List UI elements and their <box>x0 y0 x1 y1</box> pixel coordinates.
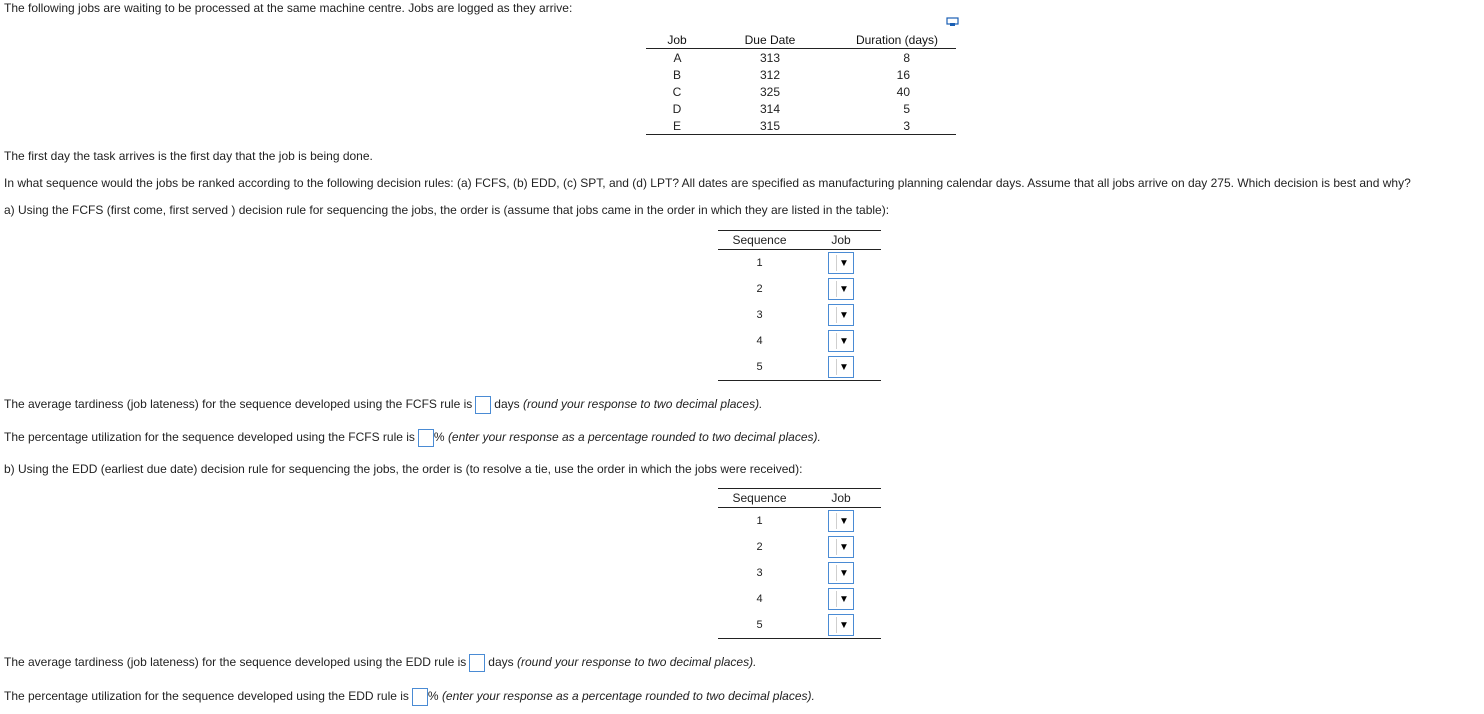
job-column-header: Job <box>801 231 881 250</box>
triangle-down-icon: ▼ <box>836 333 851 349</box>
due-date-cell: 314 <box>759 101 781 116</box>
sequence-number: 4 <box>756 335 763 347</box>
edd-tardiness-label: The average tardiness (job lateness) for the sequence developed using the EDD rule is <box>4 655 467 670</box>
sequence-number: 1 <box>756 515 763 527</box>
sequence-number: 1 <box>756 257 763 269</box>
job-select[interactable] <box>828 252 854 274</box>
fcfs-tardiness-input[interactable] <box>475 396 491 414</box>
triangle-down-icon: ▼ <box>836 565 851 581</box>
table-row <box>646 66 956 83</box>
due-date-cell: 325 <box>759 84 781 99</box>
edd-tardiness-input[interactable] <box>469 654 485 672</box>
table-row <box>718 508 881 535</box>
fcfs-tardiness-label: The average tardiness (job lateness) for the sequence developed using the FCFS rule is <box>4 397 473 412</box>
percent-unit: % <box>427 689 439 704</box>
days-unit: days <box>488 655 514 670</box>
print-icon[interactable] <box>946 17 959 27</box>
edd-tardiness-line <box>4 654 756 672</box>
intro-text: The following jobs are waiting to be processed at the same machine centre. Jobs are logged as they arrive: <box>4 1 573 15</box>
first-day-note: The first day the task arrives is the first day that the job is being done. <box>4 149 373 163</box>
question-text: In what sequence would the jobs be ranked according to the following decision rules: (a) FCFS, (b) EDD, (c) SPT, and (d) LPT? All dates are specified as manufacturing planning calendar days. Assume that all jobs arrive on day 275. Which decision is best and why? <box>4 176 1411 190</box>
table-row <box>718 328 881 354</box>
sequence-number: 3 <box>756 567 763 579</box>
table-row <box>646 100 956 117</box>
job-cell: D <box>672 101 682 116</box>
sequence-number: 5 <box>718 354 801 381</box>
job-select[interactable] <box>828 304 854 326</box>
sequence-column-header: Sequence <box>718 231 801 250</box>
table-row <box>646 83 956 100</box>
rounding-hint: (round your response to two decimal places). <box>522 397 763 412</box>
table-row <box>718 302 881 328</box>
duration-cell: 8 <box>903 50 910 65</box>
table-row <box>646 117 956 135</box>
triangle-down-icon: ▼ <box>836 617 851 633</box>
job-cell: B <box>672 67 681 82</box>
percent-unit: % <box>433 430 445 445</box>
sequence-number: 5 <box>718 612 801 639</box>
table-row <box>718 560 881 586</box>
job-select[interactable] <box>828 330 854 352</box>
job-column-header: Job <box>801 489 881 508</box>
job-select[interactable] <box>828 278 854 300</box>
job-cell: A <box>673 50 682 65</box>
edd-sequence-table <box>718 488 881 639</box>
sequence-number: 2 <box>756 283 763 295</box>
percentage-hint: (enter your response as a percentage rounded to two decimal places). <box>447 430 821 445</box>
jobs-table <box>646 31 956 135</box>
fcfs-utilization-line <box>4 429 821 447</box>
job-select[interactable] <box>828 356 854 378</box>
due-date-cell: 312 <box>759 67 781 82</box>
fcfs-sequence-table <box>718 230 881 381</box>
triangle-down-icon: ▼ <box>836 307 851 323</box>
table-row <box>718 612 881 639</box>
table-row <box>718 250 881 277</box>
job-select[interactable] <box>828 510 854 532</box>
table-row <box>718 534 881 560</box>
table-row <box>646 49 956 67</box>
job-cell: C <box>672 84 682 99</box>
days-unit: days <box>494 397 520 412</box>
triangle-down-icon: ▼ <box>836 255 851 271</box>
triangle-down-icon: ▼ <box>836 591 851 607</box>
edd-utilization-label: The percentage utilization for the sequence developed using the EDD rule is <box>4 689 409 704</box>
duration-cell: 40 <box>896 84 910 99</box>
part-b-prompt: b) Using the EDD (earliest due date) decision rule for sequencing the jobs, the order is (to resolve a tie, use the order in which the jobs were received): <box>4 462 803 476</box>
job-cell: E <box>646 117 708 135</box>
job-select[interactable] <box>828 588 854 610</box>
duration-cell: 3 <box>832 117 956 135</box>
table-row <box>718 276 881 302</box>
due-date-cell: 315 <box>708 117 832 135</box>
sequence-number: 2 <box>756 541 763 553</box>
table-row <box>718 586 881 612</box>
job-select[interactable] <box>828 614 854 636</box>
job-select[interactable] <box>828 562 854 584</box>
job-column-header: Job <box>646 31 708 49</box>
triangle-down-icon: ▼ <box>836 513 851 529</box>
duration-cell: 16 <box>896 67 910 82</box>
part-a-prompt: a) Using the FCFS (first come, first served ) decision rule for sequencing the jobs, the order is (assume that jobs came in the order in which they are listed in the table): <box>4 203 890 217</box>
percentage-hint: (enter your response as a percentage rounded to two decimal places). <box>441 689 815 704</box>
fcfs-utilization-input[interactable] <box>418 429 434 447</box>
table-row <box>718 354 881 381</box>
triangle-down-icon: ▼ <box>836 539 851 555</box>
edd-utilization-line <box>4 688 815 706</box>
fcfs-utilization-label: The percentage utilization for the sequence developed using the FCFS rule is <box>4 430 415 445</box>
duration-column-header: Duration (days) <box>832 31 956 49</box>
sequence-number: 4 <box>756 593 763 605</box>
due-date-cell: 313 <box>759 50 781 65</box>
edd-utilization-input[interactable] <box>412 688 428 706</box>
rounding-hint: (round your response to two decimal places). <box>516 655 757 670</box>
triangle-down-icon: ▼ <box>836 281 851 297</box>
due-date-column-header: Due Date <box>708 31 832 49</box>
fcfs-tardiness-line <box>4 396 762 414</box>
sequence-column-header: Sequence <box>718 489 801 508</box>
duration-cell: 5 <box>903 101 910 116</box>
triangle-down-icon: ▼ <box>836 359 851 375</box>
sequence-number: 3 <box>756 309 763 321</box>
job-select[interactable] <box>828 536 854 558</box>
